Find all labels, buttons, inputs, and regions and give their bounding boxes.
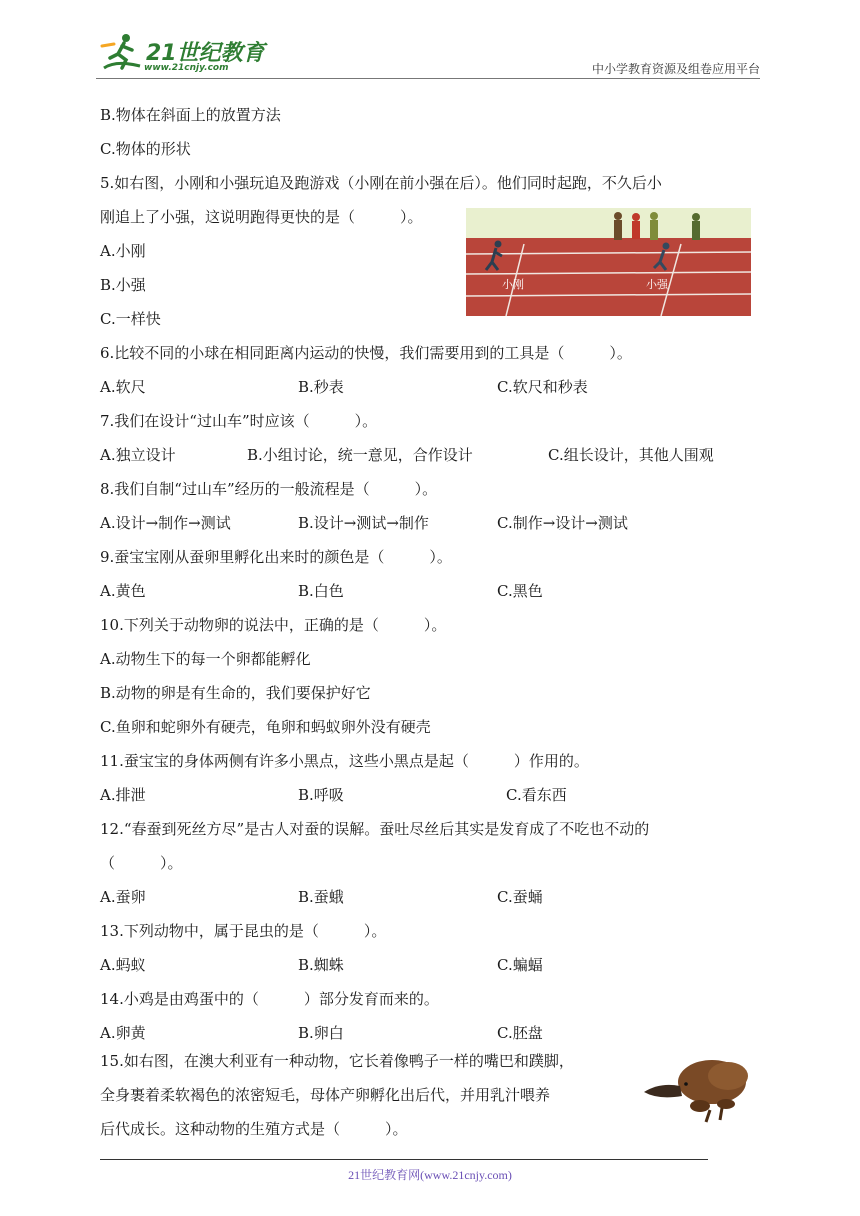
question-7: 7.我们在设计“过山车”时应该（ ）。 [100, 412, 378, 430]
site-logo [96, 30, 266, 78]
page-header [96, 30, 760, 78]
option-b: B.小强 [100, 276, 146, 294]
footer-divider [100, 1159, 708, 1160]
option-c: C.组长设计，其他人围观 [548, 446, 714, 464]
platform-name: 中小学教育资源及组卷应用平台 [591, 62, 760, 76]
option-a: A.软尺 [100, 378, 146, 396]
option-b: B.白色 [298, 582, 344, 600]
option-b: B.设计→测试→制作 [298, 514, 429, 532]
question-9: 9.蚕宝宝刚从蚕卵里孵化出来时的颜色是（ ）。 [100, 548, 452, 566]
question-13: 13.下列动物中，属于昆虫的是（ ）。 [100, 922, 387, 940]
track-label-xiaoqiang: 小强 [646, 278, 668, 291]
option-c: C.制作→设计→测试 [497, 514, 628, 532]
page-footer: 21世纪教育网(www.21cnjy.com) [348, 1168, 512, 1182]
question-15-cont: 全身裹着柔软褐色的浓密短毛，母体产卵孵化出后代，并用乳汁喂养 [100, 1086, 551, 1104]
track-label-xiaogang: 小刚 [502, 278, 524, 291]
question-12-cont: （ ）。 [100, 854, 183, 872]
logo-text: 21世纪教育 [146, 41, 265, 66]
option-c: C.一样快 [100, 310, 161, 328]
question-5-cont: 刚追上了小强，这说明跑得更快的是（ ）。 [100, 208, 423, 226]
question-8: 8.我们自制“过山车”经历的一般流程是（ ）。 [100, 480, 438, 498]
option-b: B.动物的卵是有生命的，我们要保护好它 [100, 684, 371, 702]
option-a: A.动物生下的每一个卵都能孵化 [100, 650, 311, 668]
option-c: C.蝙蝠 [497, 956, 543, 974]
option-c: C.软尺和秒表 [497, 378, 588, 396]
option-line: B.物体在斜面上的放置方法 [100, 106, 281, 124]
option-a: A.卵黄 [100, 1024, 146, 1042]
option-b: B.秒表 [298, 378, 344, 396]
option-a: A.蚂蚁 [100, 956, 146, 974]
question-6: 6.比较不同的小球在相同距离内运动的快慢，我们需要用到的工具是（ ）。 [100, 344, 632, 362]
option-c: C.蚕蛹 [497, 888, 543, 906]
question-15-cont: 后代成长。这种动物的生殖方式是（ ）。 [100, 1120, 408, 1138]
option-a: A.设计→制作→测试 [100, 514, 231, 532]
option-b: B.呼吸 [298, 786, 344, 804]
option-a: A.黄色 [100, 582, 146, 600]
option-b: B.小组讨论，统一意见，合作设计 [247, 446, 473, 464]
option-c: C.看东西 [506, 786, 567, 804]
option-b: B.卵白 [298, 1024, 344, 1042]
header-divider [96, 78, 760, 79]
option-c: C.黑色 [497, 582, 543, 600]
option-a: A.蚕卵 [100, 888, 146, 906]
option-a: A.排泄 [100, 786, 146, 804]
option-c: C.鱼卵和蛇卵外有硬壳，龟卵和蚂蚁卵外没有硬壳 [100, 718, 431, 736]
platypus-image [640, 1046, 756, 1126]
option-b: B.蚕蛾 [298, 888, 344, 906]
question-10: 10.下列关于动物卵的说法中，正确的是（ ）。 [100, 616, 447, 634]
question-15: 15.如右图，在澳大利亚有一种动物，它长着像鸭子一样的嘴巴和蹼脚， [100, 1052, 574, 1070]
runner-logo-icon [96, 30, 146, 76]
question-14: 14.小鸡是由鸡蛋中的（ ）部分发育而来的。 [100, 990, 439, 1008]
question-12: 12.“春蚕到死丝方尽”是古人对蚕的误解。蚕吐尽丝后其实是发育成了不吃也不动的 [100, 820, 650, 838]
option-b: B.蜘蛛 [298, 956, 344, 974]
question-5: 5.如右图，小刚和小强玩追及跑游戏（小刚在前小强在后）。他们同时起跑，不久后小 [100, 174, 662, 192]
option-c: C.胚盘 [497, 1024, 543, 1042]
option-line: C.物体的形状 [100, 140, 191, 158]
question-11: 11.蚕宝宝的身体两侧有许多小黑点，这些小黑点是起（ ）作用的。 [100, 752, 589, 770]
running-track-image [466, 208, 751, 316]
logo-url: www.21cnjy.com [144, 63, 229, 73]
option-a: A.独立设计 [100, 446, 176, 464]
option-a: A.小刚 [100, 242, 146, 260]
